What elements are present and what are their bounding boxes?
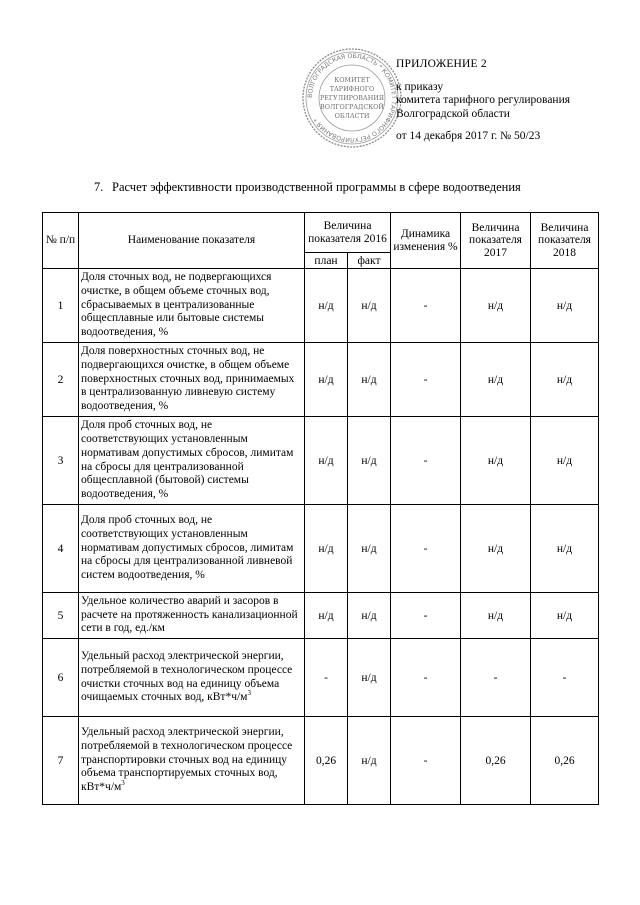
section-number: 7. bbox=[94, 180, 104, 194]
row-num: 7 bbox=[43, 717, 79, 805]
appendix-line-1: к приказу bbox=[396, 80, 444, 93]
efficiency-table bbox=[42, 212, 599, 805]
row-value-2018: н/д bbox=[531, 593, 599, 639]
header-value-2018: Величина показателя 2018 bbox=[531, 213, 599, 269]
table-row bbox=[43, 505, 599, 593]
row-fact: н/д bbox=[348, 417, 391, 505]
row-plan: н/д bbox=[305, 417, 348, 505]
row-name: Доля проб сточных вод, не соответствующих установленным нормативам допустимых сбросов, лимитам на сбросы для централизованной ливневой систем водоотведения, % bbox=[79, 505, 305, 593]
row-value-2018: н/д bbox=[531, 269, 599, 343]
row-name: Удельный расход электрической энергии, потребляемой в технологическом процессе транспортировки сточных вод на единицу объема транспортируемых сточных вод, кВт*ч/м bbox=[81, 726, 293, 794]
row-name-superscript: 3 bbox=[121, 779, 125, 788]
section-heading bbox=[94, 180, 521, 195]
row-plan: н/д bbox=[305, 343, 348, 417]
appendix-block bbox=[396, 58, 570, 144]
table-row bbox=[43, 639, 599, 717]
row-value-2017: н/д bbox=[461, 593, 531, 639]
header-name: Наименование показателя bbox=[79, 213, 305, 269]
seal-line-5: ОБЛАСТИ bbox=[334, 112, 370, 120]
row-fact: н/д bbox=[348, 639, 391, 717]
header-plan: план bbox=[305, 253, 348, 269]
row-value-2018: н/д bbox=[531, 417, 599, 505]
row-fact: н/д bbox=[348, 717, 391, 805]
header-value-2016: Величина показателя 2016 bbox=[305, 213, 391, 253]
seal-line-1: КОМИТЕТ bbox=[334, 76, 370, 84]
appendix-line-3: Волгоградской области bbox=[396, 107, 510, 120]
header-num: № п/п bbox=[43, 213, 79, 269]
header-fact: факт bbox=[348, 253, 391, 269]
row-value-2018: 0,26 bbox=[531, 717, 599, 805]
section-title: Расчет эффективности производственной программы в сфере водоотведения bbox=[112, 180, 521, 194]
seal-line-3: РЕГУЛИРОВАНИЯ bbox=[319, 94, 385, 102]
row-value-2017: н/д bbox=[461, 343, 531, 417]
official-seal bbox=[300, 46, 404, 150]
seal-line-4: ВОЛГОГРАДСКОЙ bbox=[320, 103, 384, 111]
row-value-2018: - bbox=[531, 639, 599, 717]
row-num: 2 bbox=[43, 343, 79, 417]
row-value-2017: - bbox=[461, 639, 531, 717]
row-name-cell bbox=[79, 639, 305, 717]
appendix-title: ПРИЛОЖЕНИЕ 2 bbox=[396, 58, 487, 70]
row-dynamics: - bbox=[391, 593, 461, 639]
appendix-line-2: комитета тарифного регулирования bbox=[396, 94, 571, 106]
row-num: 4 bbox=[43, 505, 79, 593]
table-row bbox=[43, 417, 599, 505]
row-fact: н/д bbox=[348, 269, 391, 343]
seal-line-2: ТАРИФНОГО bbox=[329, 85, 375, 93]
appendix-date: от 14 декабря 2017 г. № 50/23 bbox=[396, 130, 541, 142]
row-name-cell bbox=[79, 717, 305, 805]
row-fact: н/д bbox=[348, 593, 391, 639]
row-name-superscript: 3 bbox=[247, 689, 251, 698]
row-name: Доля поверхностных сточных вод, не подвергающихся очистке, в общем объеме поверхностных сточных вод, принимаемых в централизованную ливневую систему водоотведения, % bbox=[79, 343, 305, 417]
row-value-2017: н/д bbox=[461, 505, 531, 593]
row-dynamics: - bbox=[391, 417, 461, 505]
row-dynamics: - bbox=[391, 639, 461, 717]
row-value-2017: н/д bbox=[461, 269, 531, 343]
row-plan: н/д bbox=[305, 505, 348, 593]
header-dynamics: Динамика изменения % bbox=[391, 213, 461, 269]
table-row bbox=[43, 269, 599, 343]
row-num: 1 bbox=[43, 269, 79, 343]
row-value-2018: н/д bbox=[531, 505, 599, 593]
row-value-2017: н/д bbox=[461, 417, 531, 505]
row-plan: - bbox=[305, 639, 348, 717]
table-row bbox=[43, 593, 599, 639]
row-fact: н/д bbox=[348, 505, 391, 593]
seal-ring-text: ВОЛГОГРАДСКАЯ ОБЛАСТЬ * КОМИТЕТ ТАРИФНОГО РЕГУЛИРОВАНИЯ * bbox=[306, 52, 398, 144]
row-name: Удельный расход электрической энергии, потребляемой в технологическом процессе очистки сточных вод на единицу объема очищаемых сточных вод, кВт*ч/м bbox=[81, 650, 293, 704]
row-name: Доля проб сточных вод, не соответствующих установленным нормативам допустимых сбросов, лимитам на сбросы для централизованной общесплавной (бытовой) системы водоотведения, % bbox=[79, 417, 305, 505]
row-plan: н/д bbox=[305, 269, 348, 343]
table-row bbox=[43, 717, 599, 805]
table-row bbox=[43, 343, 599, 417]
row-fact: н/д bbox=[348, 343, 391, 417]
row-name: Доля сточных вод, не подвергающихся очистке, в общем объеме сточных вод, сбрасываемых в централизованные общесплавные или бытовые системы водоотведения, % bbox=[79, 269, 305, 343]
row-num: 3 bbox=[43, 417, 79, 505]
row-name: Удельное количество аварий и засоров в расчете на протяженность канализационной сети в год, ед./км bbox=[79, 593, 305, 639]
row-plan: н/д bbox=[305, 593, 348, 639]
row-num: 5 bbox=[43, 593, 79, 639]
header-value-2017: Величина показателя 2017 bbox=[461, 213, 531, 269]
row-dynamics: - bbox=[391, 717, 461, 805]
row-value-2017: 0,26 bbox=[461, 717, 531, 805]
row-dynamics: - bbox=[391, 269, 461, 343]
row-dynamics: - bbox=[391, 343, 461, 417]
row-dynamics: - bbox=[391, 505, 461, 593]
row-plan: 0,26 bbox=[305, 717, 348, 805]
row-num: 6 bbox=[43, 639, 79, 717]
row-value-2018: н/д bbox=[531, 343, 599, 417]
